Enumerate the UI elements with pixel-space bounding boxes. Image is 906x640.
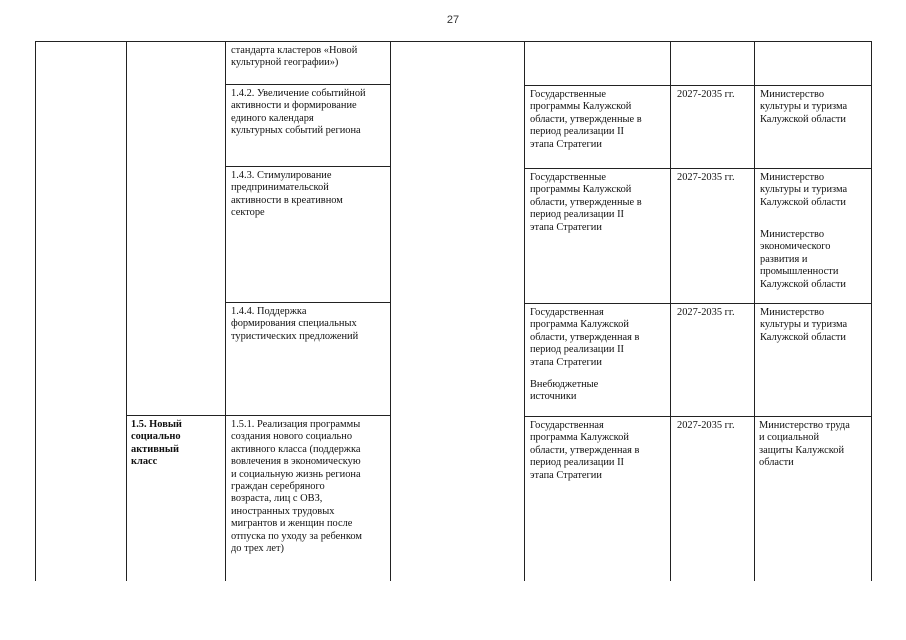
sources-cell: Государственные программы Калужской области, утвержденные в период реализации II этапа Стратегии <box>530 89 642 150</box>
measure-cell: 1.4.2. Увеличение событийной активности и формирование единого календаря культурных событий региона <box>231 88 366 137</box>
row-separator-right <box>524 416 871 417</box>
period-cell: 2027-2035 гг. <box>677 420 735 431</box>
measure-cell: 1.4.4. Поддержка формирования специальных туристических предложений <box>231 306 359 342</box>
column-divider-3 <box>390 41 391 581</box>
column-divider-6 <box>754 41 755 581</box>
column-divider-4 <box>524 41 525 581</box>
period-cell: 2027-2035 гг. <box>677 307 735 318</box>
row-separator-measure <box>126 415 390 416</box>
executor-cell-extra: Министерство экономического развития и промышленности Калужской области <box>760 229 846 290</box>
measure-cell: стандарта кластеров «Новой культурной географии») <box>231 45 358 69</box>
executor-cell: Министерство труда и социальной защиты Калужской области <box>759 420 850 469</box>
sources-cell-extra: Внебюджетные источники <box>530 379 599 403</box>
sources-cell: Государственная программа Калужской области, утвержденная в период реализации II этапа Стратегии <box>530 307 640 368</box>
page-number: 27 <box>446 14 460 26</box>
executor-cell: Министерство культуры и туризма Калужской области <box>760 307 848 343</box>
executor-cell: Министерство культуры и туризма Калужской области <box>760 89 848 125</box>
row-separator-right <box>524 303 871 304</box>
row-separator-measure <box>225 166 390 167</box>
sources-cell: Государственная программа Калужской области, утвержденная в период реализации II этапа Стратегии <box>530 420 640 481</box>
column-divider-5 <box>670 41 671 581</box>
period-cell: 2027-2035 гг. <box>677 172 735 183</box>
measure-cell: 1.4.3. Стимулирование предпринимательской активности в креативном секторе <box>231 170 343 219</box>
table-left-border <box>35 41 36 581</box>
row-separator-right <box>524 85 871 86</box>
column-divider-1 <box>126 41 127 581</box>
row-separator-right <box>524 168 871 169</box>
period-cell: 2027-2035 гг. <box>677 89 735 100</box>
table-top-border <box>35 41 872 42</box>
column-divider-2 <box>225 41 226 581</box>
measure-cell: 1.5.1. Реализация программы создания нового социально активного класса (поддержка вовлечения в экономическую и социальную жизнь региона граждан серебряного возраста, лиц с ОВЗ, иностранных трудовых мигрантов и женщин после отпуска по уходу за ребенком до трех лет) <box>231 419 362 555</box>
row-separator-measure <box>225 84 390 85</box>
executor-cell: Министерство культуры и туризма Калужской области <box>760 172 848 208</box>
row-separator-measure <box>225 302 390 303</box>
table-right-border <box>871 41 872 581</box>
sources-cell: Государственные программы Калужской области, утвержденные в период реализации II этапа Стратегии <box>530 172 642 233</box>
goal-cell: 1.5. Новый социально активный класс <box>131 419 182 468</box>
